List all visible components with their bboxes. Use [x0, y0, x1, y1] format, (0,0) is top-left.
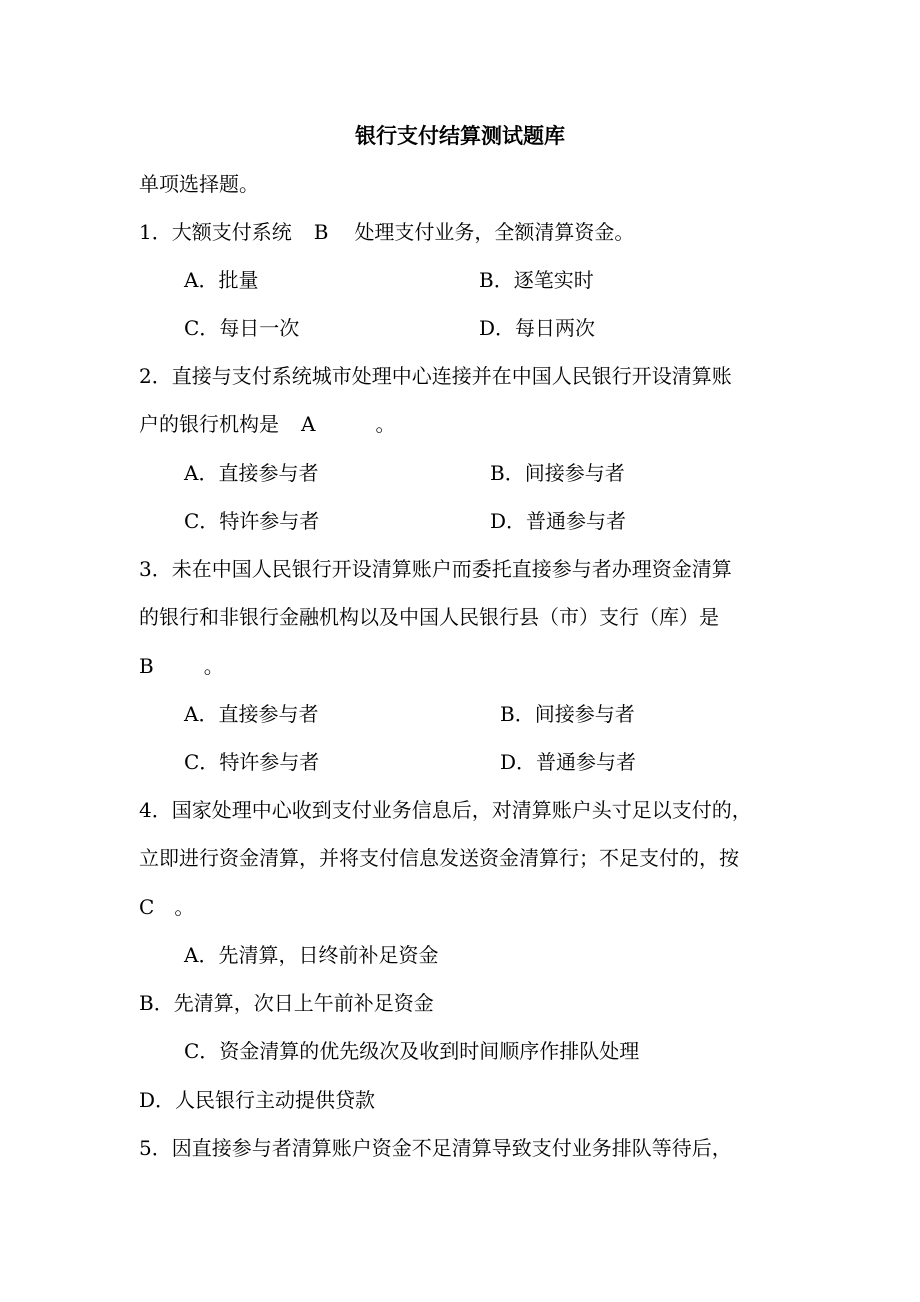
- question-3: [139, 551, 732, 587]
- question-4-cont: 立即进行资金清算，并将支付信息发送资金清算行；不足支付的，按: [139, 846, 739, 870]
- question-1: [139, 214, 634, 250]
- question-text: 未在中国人民银行开设清算账户而委托直接参与者办理资金清算: [171, 557, 732, 581]
- document-title: 银行支付结算测试题库: [355, 123, 565, 148]
- question-text: 直接与支付系统城市处理中心连接并在中国人民银行开设清算账: [171, 364, 732, 388]
- question-text: 大额支付系统: [171, 220, 292, 244]
- question-number: 3．: [139, 557, 172, 581]
- question-2: [139, 358, 732, 394]
- option-c: C．资金清算的优先级次及收到时间顺序作排队处理: [184, 1039, 640, 1063]
- answer-blank: A: [301, 412, 316, 436]
- option-c: C．特许参与者: [184, 750, 320, 774]
- question-number: 4．: [139, 798, 172, 822]
- option-a: A．直接参与者: [184, 702, 319, 726]
- question-3-cont: B 。: [139, 654, 224, 678]
- question-4: [139, 792, 752, 828]
- option-d: D．普通参与者: [490, 509, 627, 533]
- question-text: 户的银行机构是: [139, 412, 279, 436]
- question-text: 处理支付业务，全额清算资金。: [354, 220, 635, 244]
- option-b: B．先清算，次日上午前补足资金: [139, 991, 434, 1015]
- question-number: 2．: [139, 364, 172, 388]
- section-heading: 单项选择题。: [139, 172, 259, 196]
- question-number: 1．: [139, 220, 172, 244]
- question-text: 因直接参与者清算账户资金不足清算导致支付业务排队等待后，: [171, 1136, 732, 1160]
- option-c: C．特许参与者: [184, 509, 320, 533]
- answer-blank: C: [139, 895, 155, 919]
- answer-blank: B: [139, 654, 154, 678]
- option-b: B．间接参与者: [490, 461, 625, 485]
- option-d: D．每日两次: [479, 316, 596, 340]
- option-d: D．人民银行主动提供贷款: [139, 1088, 376, 1112]
- question-4-cont: C 。: [139, 895, 195, 919]
- question-text: 国家处理中心收到支付业务信息后，对清算账户头寸足以支付的，: [171, 798, 752, 822]
- option-c: C．每日一次: [184, 316, 300, 340]
- question-3-cont: 的银行和非银行金融机构以及中国人民银行县（市）支行（库）是: [139, 605, 719, 629]
- option-a: A．批量: [184, 268, 259, 292]
- option-a: A．先清算，日终前补足资金: [184, 943, 439, 967]
- question-2-cont: 户的银行机构是 A 。: [139, 406, 395, 442]
- option-b: B．逐笔实时: [479, 268, 594, 292]
- question-number: 5．: [139, 1136, 172, 1160]
- option-d: D．普通参与者: [500, 750, 637, 774]
- option-b: B．间接参与者: [500, 702, 635, 726]
- option-a: A．直接参与者: [184, 461, 319, 485]
- question-5: [139, 1130, 732, 1166]
- answer-blank: B: [313, 220, 329, 244]
